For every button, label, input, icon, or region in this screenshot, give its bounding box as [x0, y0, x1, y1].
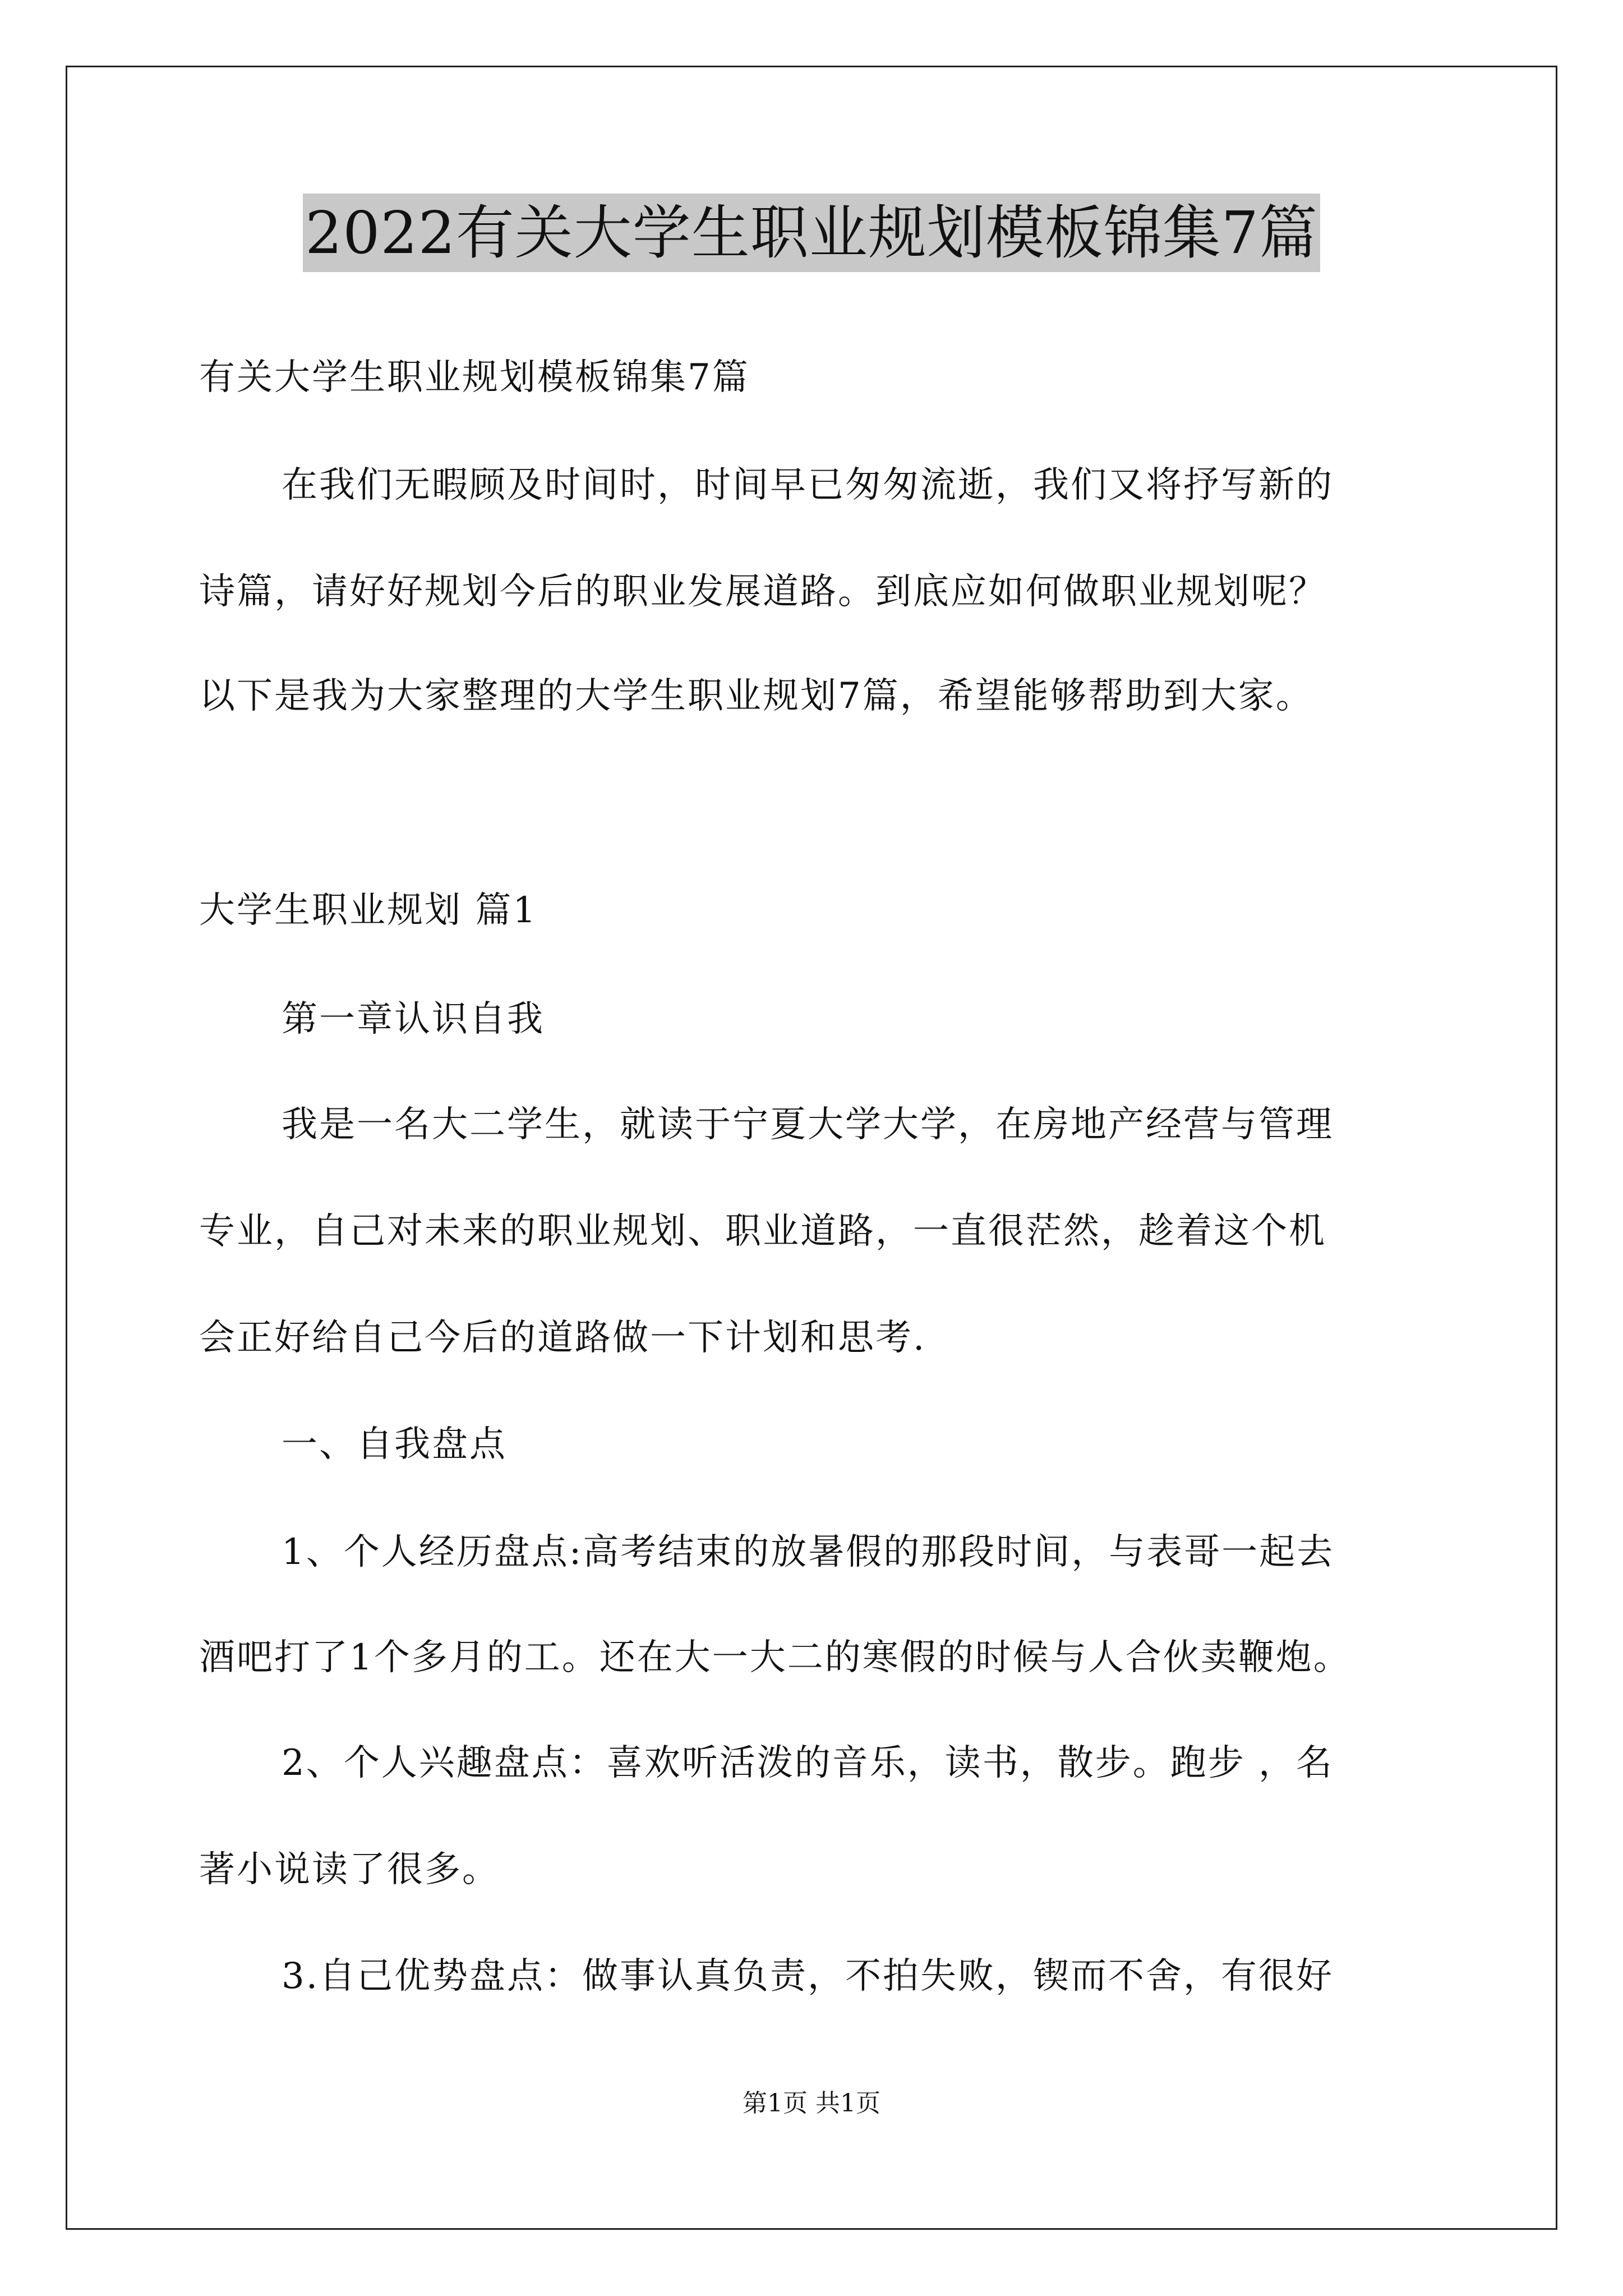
paragraph-line: 酒吧打了1个多月的工。还在大一大二的寒假的时候与人合伙卖鞭炮。 [199, 1637, 1351, 1678]
paragraph-line: 专业，自己对未来的职业规划、职业道路，一直很茫然，趁着这个机 [199, 1211, 1326, 1252]
chapter-heading: 第一章认识自我 [282, 999, 545, 1040]
paragraph-line: 会正好给自己今后的道路做一下计划和思考. [199, 1317, 926, 1359]
document-title: 2022有关大学生职业规划模板锦集7篇 [303, 194, 1320, 272]
paragraph-line: 我是一名大二学生，就读于宁夏大学大学，在房地产经营与管理 [282, 1104, 1334, 1145]
page-footer: 第1页 共1页 [743, 2089, 880, 2118]
paragraph-line: 3.自己优势盘点：做事认真负责，不拍失败，锲而不舍，有很好 [282, 1955, 1334, 1997]
title-container [0, 194, 1623, 272]
intro-line-2: 诗篇，请好好规划今后的职业发展道路。到底应如何做职业规划呢？ [199, 571, 1326, 613]
intro-line-1: 在我们无暇顾及时间时，时间早已匆匆流逝，我们又将抒写新的 [282, 464, 1334, 506]
paragraph-line: 1、个人经历盘点:高考结束的放暑假的那段时间，与表哥一起去 [282, 1531, 1335, 1573]
paragraph-line: 著小说读了很多。 [199, 1849, 500, 1890]
subsection-heading: 一、自我盘点 [282, 1424, 507, 1465]
intro-line-3: 以下是我为大家整理的大学生职业规划7篇，希望能够帮助到大家。 [199, 675, 1313, 717]
paragraph-line: 2、个人兴趣盘点：喜欢听活泼的音乐，读书，散步。跑步 ，名 [282, 1742, 1334, 1784]
section-heading: 大学生职业规划 篇1 [199, 890, 538, 931]
subtitle-line: 有关大学生职业规划模板锦集7篇 [199, 357, 750, 398]
